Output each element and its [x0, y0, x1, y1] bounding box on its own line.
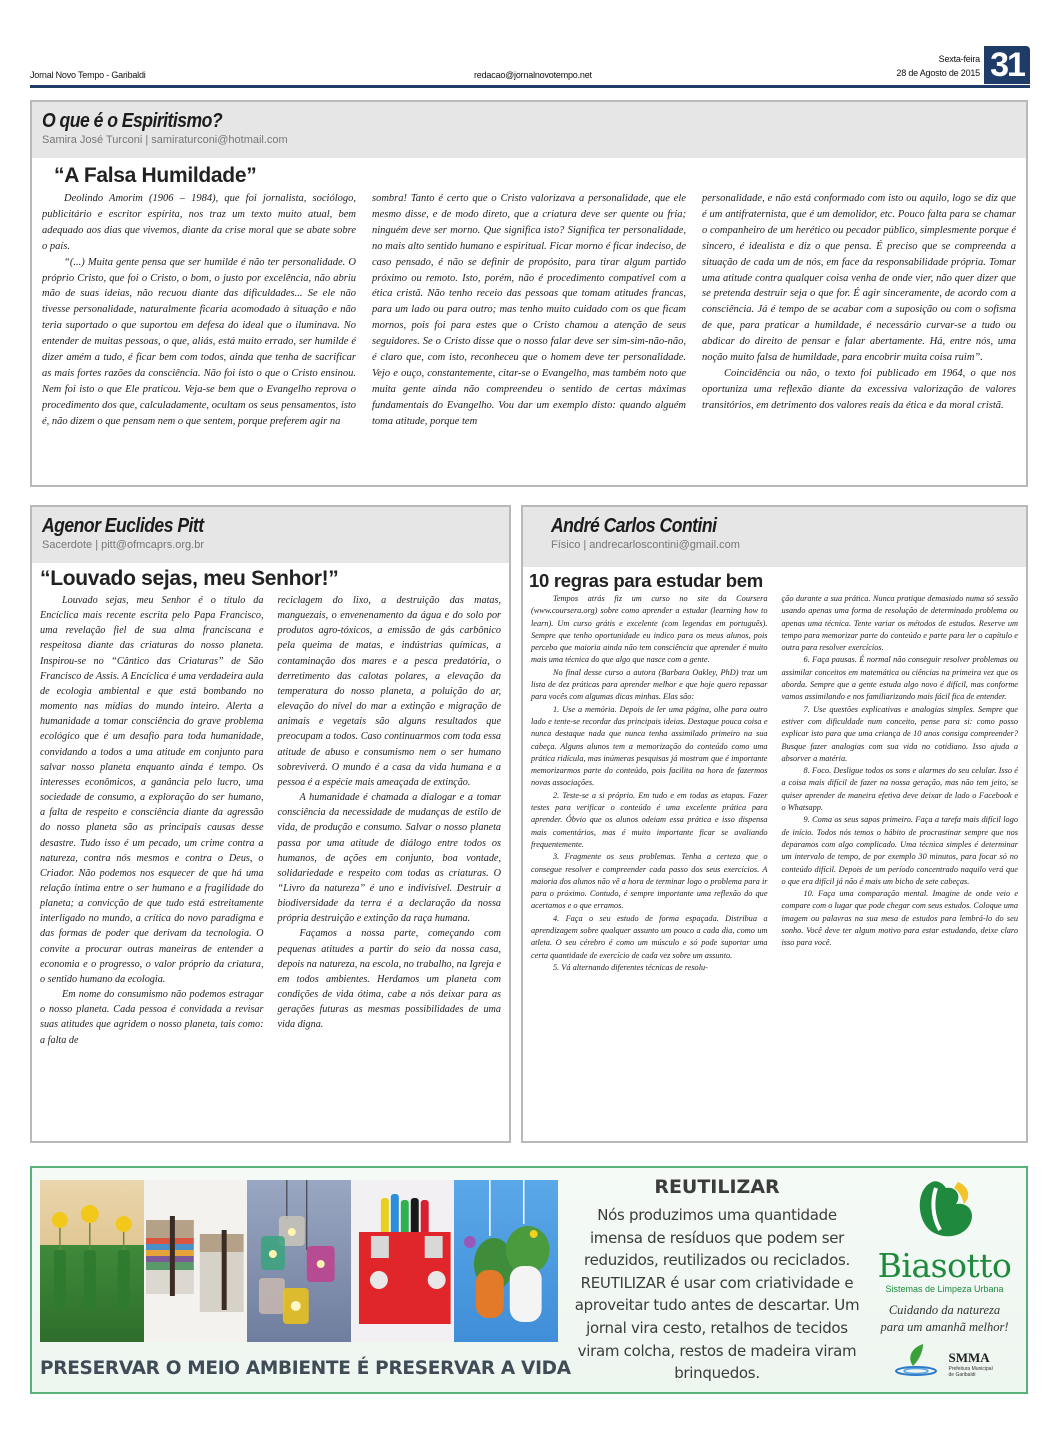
paragraph: Tempos atrás fiz um curso no site da Coursera (www.coursera.org) sobre como aprender a estudar (learning how to learn). Um curso grátis e excelente (com legendas em português). Sempre que tenho oportunidade eu indico para os meus alunos, pois percebo que maioria ainda não tem consciência que aprender é muito mais uma técnica do que algo que nasce com a gente.	[531, 594, 768, 665]
ad-body: Nós produzimos uma quantidade imensa de resíduos que podem ser reduzidos, reutilizados ou reciclados. REUTILIZAR é usar com criatividade e aproveitar tudo antes de descartar. Um jornal vira cesto, retalhos de tecidos viram colcha, restos de madeira viram brinquedos.	[574, 1206, 860, 1383]
column-header	[32, 507, 509, 563]
column-name: O que é o Espiritismo?	[42, 110, 223, 132]
partner-subtitle: Prefeitura Municipal de Garibaldi	[948, 1366, 993, 1378]
author-byline: Físico | andrecarloscontini@gmail.com	[551, 539, 740, 551]
paragraph: Façamos a nossa parte, começando com pequenas atitudes a partir do seio da nossa casa, depois na natureza, na escola, no trabalho, na Igreja e em todos ambientes. Herdamos um planeta com condições de vida ótima, cabe a nós deixar para as gerações futuras as mesmas possibilidades de uma vida digna.	[277, 928, 501, 1031]
paragraph: sombra! Tanto é certo que o Cristo valorizava a personalidade, que ele mesmo disse, e de modo direto, que a criatura deve ser quente ou fria; ninguém deve ser morno. Que significa isto? Significa ter personalidade, no mais alto sentido humano e espiritual. Ficar morno é ficar indeciso, de caso pensado, é não se definir de propósito, para tirar algum partido próximo ou remoto. Isto, porém, não é procedimento compatível com a ética cristã. Não tenho receio das pessoas que tomam atitudes francas, para um lado ou para outro; mas tenho muito cuidado com os que ficam mornos, pois foi para estes que o Cristo chamou a atenção de seus seguidores. Se o Cristo disse que o nosso falar deve ser sim-sim-não-não, é claro que, com isto, reconheceu que o homem deve ter personalidade. Vejo e ouço, constantemente, citar-se o Evangelho, mas também noto que muita gente ainda não compreendeu o sentido de certas máximas fundamentais do Evangelho. Vou dar um exemplo disto: quando alguém toma atitude, porque tem	[372, 193, 686, 427]
partner-logos	[862, 1342, 1027, 1378]
clog-planters-photo	[454, 1180, 558, 1342]
page-header	[30, 46, 1030, 88]
paragraph: No final desse curso a autora (Barbara Oakley, PhD) traz um lista de dez práticas para aprender melhor e que hoje quero repassar para vocês com algumas dicas minhas. Elas são:	[531, 667, 768, 702]
rule-item: 3. Fragmente os seus problemas. Tenha a certeza que o consegue resolver e compreender cada passo dos seus exercícios. A maioria dos alunos não vê a hora de terminar logo o problema para ir para o próximo. Contudo, é sempre importante uma reflexão do que acertamos e o que erramos.	[531, 852, 768, 911]
article-body	[32, 593, 509, 1048]
paragraph: Deolindo Amorim (1906 – 1984), que foi jornalista, sociólogo, publicitário e escritor espírita, nos traz um texto muito atual, bem adequado aos dias que vivemos, diante da crise moral que se abate sobre o país.	[42, 193, 356, 252]
biasotto-logo-icon	[910, 1178, 980, 1242]
text-column-3	[702, 191, 1016, 430]
rule-item: 7. Use questões explicativas e analogias simples. Sempre que estiver com dificuldade num conceito, pense para si: como posso explicar isto para que uma criança de 10 anos consiga compreender? Busque fazer analogias com sua vida no cotidiano. Isso ajuda a absorver a matéria.	[781, 704, 1018, 763]
brand-name: Biasotto	[877, 1246, 1012, 1285]
page-number: 31	[984, 46, 1030, 84]
ad-title: REUTILIZAR	[654, 1176, 780, 1198]
paragraph: Louvado sejas, meu Senhor é o título da Encíclica mais recente escrita pelo Papa Francisco, uma revelação fiel de sua alma franciscana e respeitosa diante das criaturas do nosso planeta. Inspirou-se no “Cântico das Criaturas” de São Francisco de Assis. A Encíclica é uma verdadeira aula de ecologia ambiental e que está bombando no momento nas mídias do mundo inteiro. Alerta a humanidade a tomar consciência do grave problema ecológico que é um desafio para toda humanidade, convidando a todos a uma atitude em conjunto para salvar nosso planeta enquanto ainda é tempo. Os interesses econômicos, a ganância pelo lucro, uma sociedade de consumo, a exploração do ser humano, a falta de respeito e consciência diante da agressão do nosso planeta são as principais causas desse desastre. Tudo isso é um pecado, um crime contra a natureza, contra nós mesmos e contra o Deus, o Criador. Não podemos nos esquecer de que há uma relação íntima entre o ser humano e a fragilidade do planeta; a convicção de que tudo está estreitamente interligado no mundo, a crítica do novo paradigma e das formas de poder que derivam da tecnologia. O convite a procurar outras maneiras de entender a economia e o progresso, o valor próprio da criatura, o sentido humano da ecologia.	[40, 595, 264, 985]
issue-date	[896, 52, 980, 80]
mason-jar-lamps-photo	[247, 1180, 351, 1342]
photo-strip	[40, 1180, 558, 1342]
paragraph: Em nome do consumismo não podemos estragar o nosso planeta. Cada pessoa é convidada a revisar suas atitudes que agridem o nosso planeta, tais como: a falta de	[40, 989, 264, 1046]
date: 28 de Agosto de 2015	[896, 68, 980, 78]
floppy-disk-pen-holder-photo	[351, 1180, 455, 1342]
paragraph: reciclagem do lixo, a destruição das matas, manguezais, o envenenamento da água e do solo por produtos agro-tóxicos, a emissão de gás carbônico pela queima de matas, e indústrias químicas, a contaminação dos mares e a pesca predatória, o derretimento das calotas polares, a elevação da temperatura do nosso planeta, a poluição do ar, elevação do nível do mar a extinção e migração de animais e vegetais são alguns resultados que preocupam a todos. Caso continuarmos com toda essa atitude de abuso e consumismo nem o ser humano sobreviverá. O mundo é a casa da vida humana e a pessoa é a espécie mais ameaçada de extinção.	[277, 595, 501, 788]
belted-fabric-stools-photo	[144, 1180, 248, 1342]
text-column-2	[278, 593, 502, 1048]
advertisement-banner[interactable]	[30, 1166, 1028, 1394]
tagline-line: para um amanhã melhor!	[880, 1320, 1009, 1334]
paragraph: “(...) Muita gente pensa que ser humilde é não ter personalidade. O próprio Cristo, que foi o Cristo, o bom, o justo por excelência, não abriu mão de suas ideias, não recuou diante das dificuldades... Se ele não tivesse personalidade, naturalmente ficaria acomodado à situação e não teria suportado o que suportou em defesa do ideal que o iluminava. No entender de muitas pessoas, o que, aliás, está muito errado, ser humilde é dizer amém a tudo, é ficar bem com todos, ainda que tenha de sacrificar as mais fortes razões da consciência. Não foi isto o que o Cristo ensinou. Nem foi isto o que Ele praticou. Veja-se bem que o Evangelho reprova o procedimento dos que, calculadamente, ocultam os seus pensamentos, isto é, não dizem o que pensam nem o que sentem, porque preferem agir na	[42, 256, 356, 427]
newsroom-email[interactable]: redacao@jornalnovotempo.net	[474, 70, 592, 80]
paragraph: personalidade, e não está conformado com isto ou aquilo, logo se diz que é um antifraternista, que é um demolidor, etc. Pouco falta para se chamar o companheiro de um herético ou pecador público, simplesmente porque é sincero, é idealista e diz o que pensa. É preciso que se compreenda a situação de cada um de nós, em face da responsabilidade própria. Tomar uma atitude contra qualquer coisa venha de onde vier, não quer dizer que se pretenda destruir seja o que for. É agir sinceramente, de acordo com a consciência. Já é tempo de se acabar com a suposição ou com o sofisma de que, para praticar a humildade, é necessário curvar-se a tudo ou abdicar do direito de pensar e falar abertamente. Há, entre nós, uma noção muito falsa de humildade, para encobrir muita coisa ruim”.	[702, 193, 1016, 364]
article-body	[32, 188, 1026, 430]
author-byline: Samira José Turconi | samiraturconi@hotmail.com	[42, 134, 288, 146]
leaf-water-logo-icon	[893, 1342, 939, 1378]
publication-name: Jornal Novo Tempo - Garibaldi	[30, 70, 146, 80]
weekday: Sexta-feira	[938, 54, 980, 64]
brand-subtitle: Sistemas de Limpeza Urbana	[885, 1284, 1004, 1294]
ad-slogan: PRESERVAR O MEIO AMBIENTE É PRESERVAR A VIDA	[40, 1358, 571, 1379]
tagline-line: Cuidando da natureza	[888, 1303, 1001, 1317]
article-10-regras	[521, 505, 1028, 1143]
header-rule	[30, 85, 1030, 88]
rule-item: 9. Coma os seus sapos primeiro. Faça a tarefa mais difícil logo de início. Todos nós temos o hábito de procrastinar sempre que nos deparamos com algo complicado. Uma técnica simples é determinar um intervalo de tempo, de por exemplo 30 minutos, para focar só no conteúdo difícil. Depois de um período concentrado naquilo verá que o que era difícil já não é mais um bicho de sete cabeças.	[781, 815, 1018, 886]
paragraph: Coincidência ou não, o texto foi publicado em 1964, o que nos oportuniza uma reflexão diante da excessiva valorização de valores transitórios, em detrimento dos valores reais da ética e da moral cristã.	[702, 367, 1016, 411]
text-column-2	[782, 593, 1019, 974]
text-column-1	[42, 191, 356, 430]
column-name: André Carlos Contini	[551, 515, 717, 537]
article-body	[523, 593, 1026, 974]
bottle-vases-photo	[40, 1180, 144, 1342]
author-byline: Sacerdote | pitt@ofmcaprs.org.br	[42, 539, 204, 551]
rule-item: 8. Foco. Desligue todos os sons e alarmes do seu celular. Isso é a coisa mais difícil de fazer na nossa geração, mas não tem jeito, se quiser aprender de maneira efetiva deve deixar de lado o Facebook e o Whatsapp.	[781, 766, 1018, 813]
column-header	[32, 102, 1026, 158]
partner-name: SMMA	[948, 1350, 990, 1365]
text-column-1	[40, 593, 264, 1048]
rule-item: 6. Faça pausas. É normal não conseguir resolver problemas ou assimilar conceitos em matemática ou ciências na primeira vez que os aborda. Sempre que a gente estuda algo novo é difícil, mas conforme vamos assimilando e nos familiarizando mais fácil fica de entender.	[781, 655, 1018, 702]
column-header	[523, 507, 1026, 567]
brand-tagline	[862, 1302, 1027, 1336]
sponsor-brand	[862, 1178, 1027, 1378]
rule-item: 1. Use a memória. Depois de ler uma página, olhe para outro lado e tente-se recordar das principais ideias. Destaque pouca coisa e nunca destaque nada que nunca tenha assimilado primeiro na sua cabeça. Alguns alunos tem a memorização do conteúdo como uma prática ridícula, mas inúmeras pesquisas já mostram que é importante memorizarmos parte do conteúdo, pois facilita na hora de fazermos novas associações.	[531, 704, 768, 788]
article-headline: “A Falsa Humildade”	[54, 164, 257, 187]
paragraph: A humanidade é chamada a dialogar e a tomar consciência da necessidade de mudanças de estilo de vida, de produção e consumo. Salvar o nosso planeta passa por uma atitude de diálogo entre todos os humanos, de ações em conjunto, boa vontade, solidariedade e respeito com todas as criaturas. O “Livro da natureza” é uno e indivisível. Destruir a biodiversidade da terra é a declaração da nossa própria destruição e extinção da raça humana.	[277, 792, 501, 925]
rule-item: 10. Faça uma comparação mental. Imagine de onde veio e compare com o lugar que pode chegar com seus estudos. Coloque uma imagem ou palavras na sua mesa de estudos para lembrá-lo do seu sonho. Você deve ter algum motivo para estar estudando, deixe claro isso para você.	[781, 889, 1018, 948]
rule-item: 4. Faça o seu estudo de forma espaçada. Distribua a aprendizagem sobre qualquer assunto um pouco a cada dia, como um atleta. O seu cérebro é como um músculo e só pode suportar uma certa quantidade de exercício de cada vez sobre um assunto.	[531, 913, 768, 960]
article-espiritismo	[30, 100, 1028, 487]
smma-logo	[949, 1350, 997, 1378]
text-column-2	[372, 191, 686, 430]
rule-item: 5. Vá alternando diferentes técnicas de resolu-	[553, 962, 708, 972]
article-headline: “Louvado sejas, meu Senhor!”	[40, 567, 339, 590]
column-name: Agenor Euclides Pitt	[42, 515, 204, 537]
ad-copy	[572, 1176, 862, 1385]
rule-item: 2. Teste-se a si próprio. Em tudo e em todas as etapas. Fazer testes para verificar o conteúdo é uma excelente prática para aprender. Óbvio que os alunos odeiam essa prática e isso dispensa mais comentários, mas é muito importante ficar se avaliando frequentemente.	[531, 790, 768, 849]
text-column-1	[531, 593, 768, 974]
article-louvado-sejas	[30, 505, 511, 1143]
article-headline: 10 regras para estudar bem	[529, 570, 763, 591]
rule-item: ção durante a sua prática. Nunca pratique demasiado numa só sessão usando apenas uma forma de resolução de determinado problema ou apenas uma técnica. Tente variar os métodos de estudos. Reserve um tempo para memorizar parte do conteúdo e parte para ler o capítulo e outra para resolver exercícios.	[781, 594, 1018, 653]
